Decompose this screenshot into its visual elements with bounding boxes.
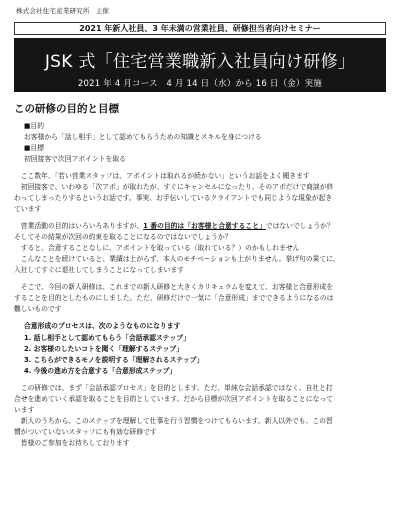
paragraph-line: ここ数年、「若い営業スタッフは、アポイントは取れるが続かない」というお話をよく聞きます [14,172,310,180]
paragraph-line: することを目的としたものにしました。ただ、研修だけで一気に「合意形成」までできるようになるのは [14,294,334,302]
title-banner [14,38,386,92]
paragraph-3 [14,282,386,315]
paragraph-line: すると、合意することなしに、アポイントを取っている（取れている？）のかもしれません [14,244,300,252]
paragraph-line: 合せを進めていく承認を取ることを目的としています。だから目標が次回アポイントを取ることになって [14,395,333,403]
process-step: 1. 話し相手として認めてもらう「会話承認ステップ」 [24,334,190,342]
section-title: この研修の目的と目標 [14,103,119,115]
paragraph-line: 難しいものです [14,305,62,313]
emphasis-text: 1 番の目的は「お客様と合意すること」 [143,222,266,230]
paragraph-text: ではないでしょうか？ [265,222,334,230]
purpose-text: お客様から「話し相手」として認めてもらうための知識とスキルを身につける [24,133,262,141]
process-step: 3. こちらができるモノを説明する「理解されるステップ」 [24,356,204,364]
paragraph-2 [14,221,386,276]
organizer-role: 主催 [95,7,110,15]
process-list [24,321,386,377]
organizer-line [16,6,109,15]
paragraph-line: わってしまったりするというお話です。事実、お手伝いしているクライアントでも同じような現象が起き [14,194,333,202]
paragraph-line: ています [14,205,42,213]
paragraph-4 [14,383,386,449]
banner-course: 2021 年 4 月コース 4 月 14 日（水）から 16 日（金）実施 [77,79,323,89]
goal-text: 初回接客で次回アポイントを取る [24,155,126,163]
paragraph-line: 入社してすぐに退社してしまうことになってしまいます [14,266,184,274]
paragraph-line: この研修では、まず「会話承認プロセス」を目的とします。ただ、単純な会話承認ではなく、自社と打 [14,384,333,392]
paragraph-line: そこで、今回の新人研修は、これまでの新人研修と大きくカリキュラムを変えて、お客様と合意形成を [14,283,334,291]
paragraph-text: 営業活動の目的はいろいろありますが、 [14,222,144,230]
paragraph-line: 新人のうちから、このステップを理解して仕事を行う習慣をつけてもらいます。新人以外でも、この習 [14,417,333,425]
purpose-label: ■目的 [24,122,45,130]
seminar-box [14,22,386,35]
paragraph-line: います [14,406,35,414]
paragraph-line [14,221,386,232]
process-step: 2. お客様のしたいコトを聞く「理解するステップ」 [24,345,184,353]
paragraph-line: 慣がついていないスタッフにも有効な研修です [14,428,157,436]
process-step: 4. 今後の進め方を合意する「合意形成ステップ」 [24,367,177,375]
banner-title: JSK 式「住宅営業職新入社員向け研修」 [44,52,356,72]
process-heading: 合意形成のプロセスは、次のようなものになります [24,322,181,330]
goals-block [24,121,386,165]
paragraph-line: こんなことを続けていると、業績は上がらず、本人のモチベーションも上がりません。挙げ句の果てに、 [14,255,340,263]
organizer-name: 株式会社住宅産業研究所 [16,7,90,15]
paragraph-line: 皆様のご参加をお待ちしております [14,439,130,447]
goal-label: ■目標 [24,144,45,152]
seminar-title: 2021 年新人社員、3 年未満の営業社員、研修担当者向けセミナー [79,24,321,33]
paragraph-line: 初回接客で、いわゆる「次アポ」が取れたが、すぐにキャンセルになったり、そのアポだけで商談が終 [14,183,334,191]
paragraph-line: そしてその結果が次回の約束を取ることになるのではないでしょうか？ [14,233,232,241]
main-content [14,104,386,449]
paragraph-1 [14,171,386,215]
